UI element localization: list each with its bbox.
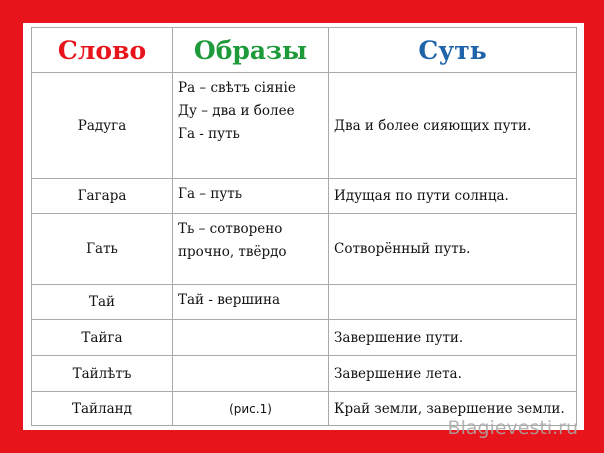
table-row: [32, 356, 577, 392]
word-cell: Тайланд: [32, 392, 173, 426]
word-cell: Гагара: [32, 179, 173, 214]
header-word: Слово: [32, 28, 173, 73]
table-row: [32, 73, 577, 179]
images-cell: [173, 73, 329, 179]
table-panel: [23, 23, 584, 430]
images-cell: [173, 285, 329, 320]
meaning-cell: [329, 285, 577, 320]
header-meaning: Суть: [329, 28, 577, 73]
images-cell: [173, 320, 329, 356]
word-cell: Тайлѣтъ: [32, 356, 173, 392]
word-meaning-table: [31, 27, 577, 426]
image-line: Ть – сотворено: [178, 221, 283, 237]
meaning-cell: Завершение пути.: [329, 320, 577, 356]
table-row: [32, 179, 577, 214]
word-cell: Тай: [32, 285, 173, 320]
word-cell: Радуга: [32, 73, 173, 179]
header-images: Образы: [173, 28, 329, 73]
table-row: [32, 320, 577, 356]
image-line: Ра – свѣтъ сіяніе: [178, 80, 296, 96]
word-cell: Тайга: [32, 320, 173, 356]
figure-caption: (рис.1): [173, 392, 329, 426]
meaning-cell: Идущая по пути солнца.: [329, 179, 577, 214]
word-cell: Гать: [32, 214, 173, 285]
meaning-cell: Край земли, завершение земли.: [329, 392, 577, 426]
image-line: Га – путь: [178, 186, 243, 202]
image-line: прочно, твёрдо: [178, 244, 287, 260]
meaning-cell: Завершение лета.: [329, 356, 577, 392]
watermark-text: Blagievesti.ru: [447, 417, 578, 439]
image-line: Тай - вершина: [178, 292, 281, 308]
images-cell: [173, 356, 329, 392]
meaning-cell: Два и более сияющих пути.: [329, 73, 577, 179]
images-cell: [173, 179, 329, 214]
images-cell: [173, 214, 329, 285]
table-row: [32, 285, 577, 320]
table-header-row: [32, 28, 577, 73]
table-row: [32, 214, 577, 285]
meaning-cell: Сотворённый путь.: [329, 214, 577, 285]
image-line: Ду – два и более: [178, 103, 295, 119]
image-line: Га - путь: [178, 126, 240, 142]
